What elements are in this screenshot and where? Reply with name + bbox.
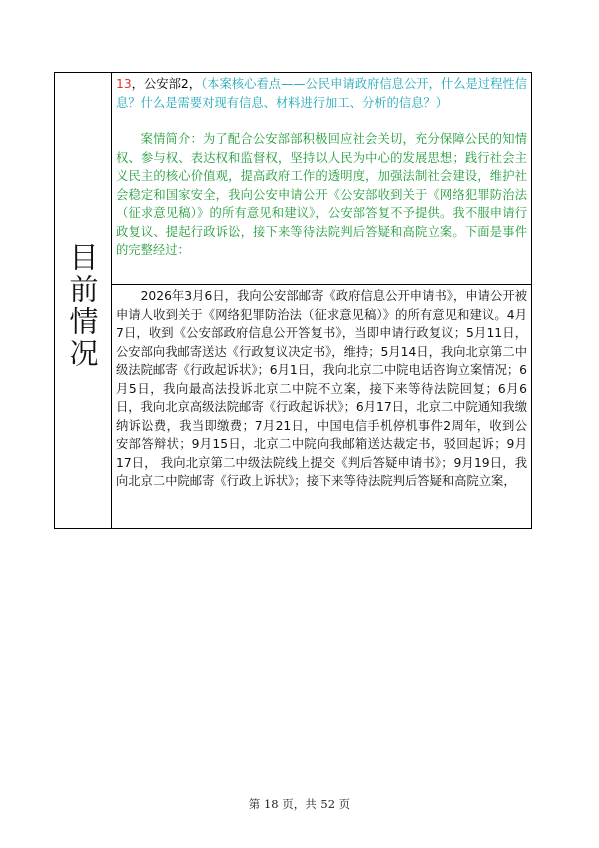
case-highlight: （本案核心看点——公民申请政府信息公开，什么是过程性信息？什么是需要对现有信息、材料进行加工、分析的信息？） — [116, 77, 527, 110]
case-heading — [116, 75, 527, 112]
content-column — [112, 73, 531, 528]
case-number: 13 — [116, 77, 132, 91]
spacer — [116, 112, 527, 130]
page-footer: 第 18 页，共 52 页 — [248, 797, 351, 811]
info-table — [54, 72, 532, 529]
section-title: 目前情况 — [65, 241, 100, 370]
case-details-cell — [112, 285, 531, 528]
case-name: 公安部2， — [143, 77, 202, 91]
section-label-cell — [55, 73, 112, 528]
case-details: 2026年3月6日，我向公安部邮寄《政府信息公开申请书》，申请公开被申请人收到关于《网络犯罪防治法（征求意见稿）》的所有意见和建议。4月7日，收到《公安部政府信息公开答复书》，当即申请行政复议；5月11日，公安部向我邮寄送达《行政复议决定书》，维持；5月14日，我向北京第二中级法院邮寄《行政起诉状》；6月1日，我向北京二中院电话咨询立案情况；6月5日，我向最高法投诉北京二中院不立案，接下来等待法院回复；6月6日，我向北京高级法院邮寄《行政起诉状》；6月17日，北京二中院通知我缴纳诉讼费，我当即缴费；7月21日，中国电信手机停机事件2周年，收到公安部答辩状；9月15日，北京二中院向我邮箱送达裁定书，驳回起诉；9月17日， 我向北京第二中级法院线上提交《判后答疑申请书》；9月19日，我向北京二中院邮寄《行政上诉状》；接下来等待法院判后答疑和高院立案， — [116, 289, 527, 488]
case-summary-cell — [112, 73, 531, 285]
case-summary: 案情简介：为了配合公安部部积极回应社会关切，充分保障公民的知情权、参与权、表达权和监督权，坚持以人民为中心的发展思想；践行社会主义民主的核心价值观，提高政府工作的透明度，加强法制社会建设，维护社会稳定和国家安全，我向公安申请公开《公安部收到关于《网络犯罪防治法（征求意见稿）》的所有意见和建议》，公安部答复不予提供。我不服申请行政复议、提起行政诉讼，接下来等待法院判后答疑和高院立案。下面是事件的完整经过： — [116, 132, 527, 257]
case-separator: ， — [131, 77, 144, 91]
